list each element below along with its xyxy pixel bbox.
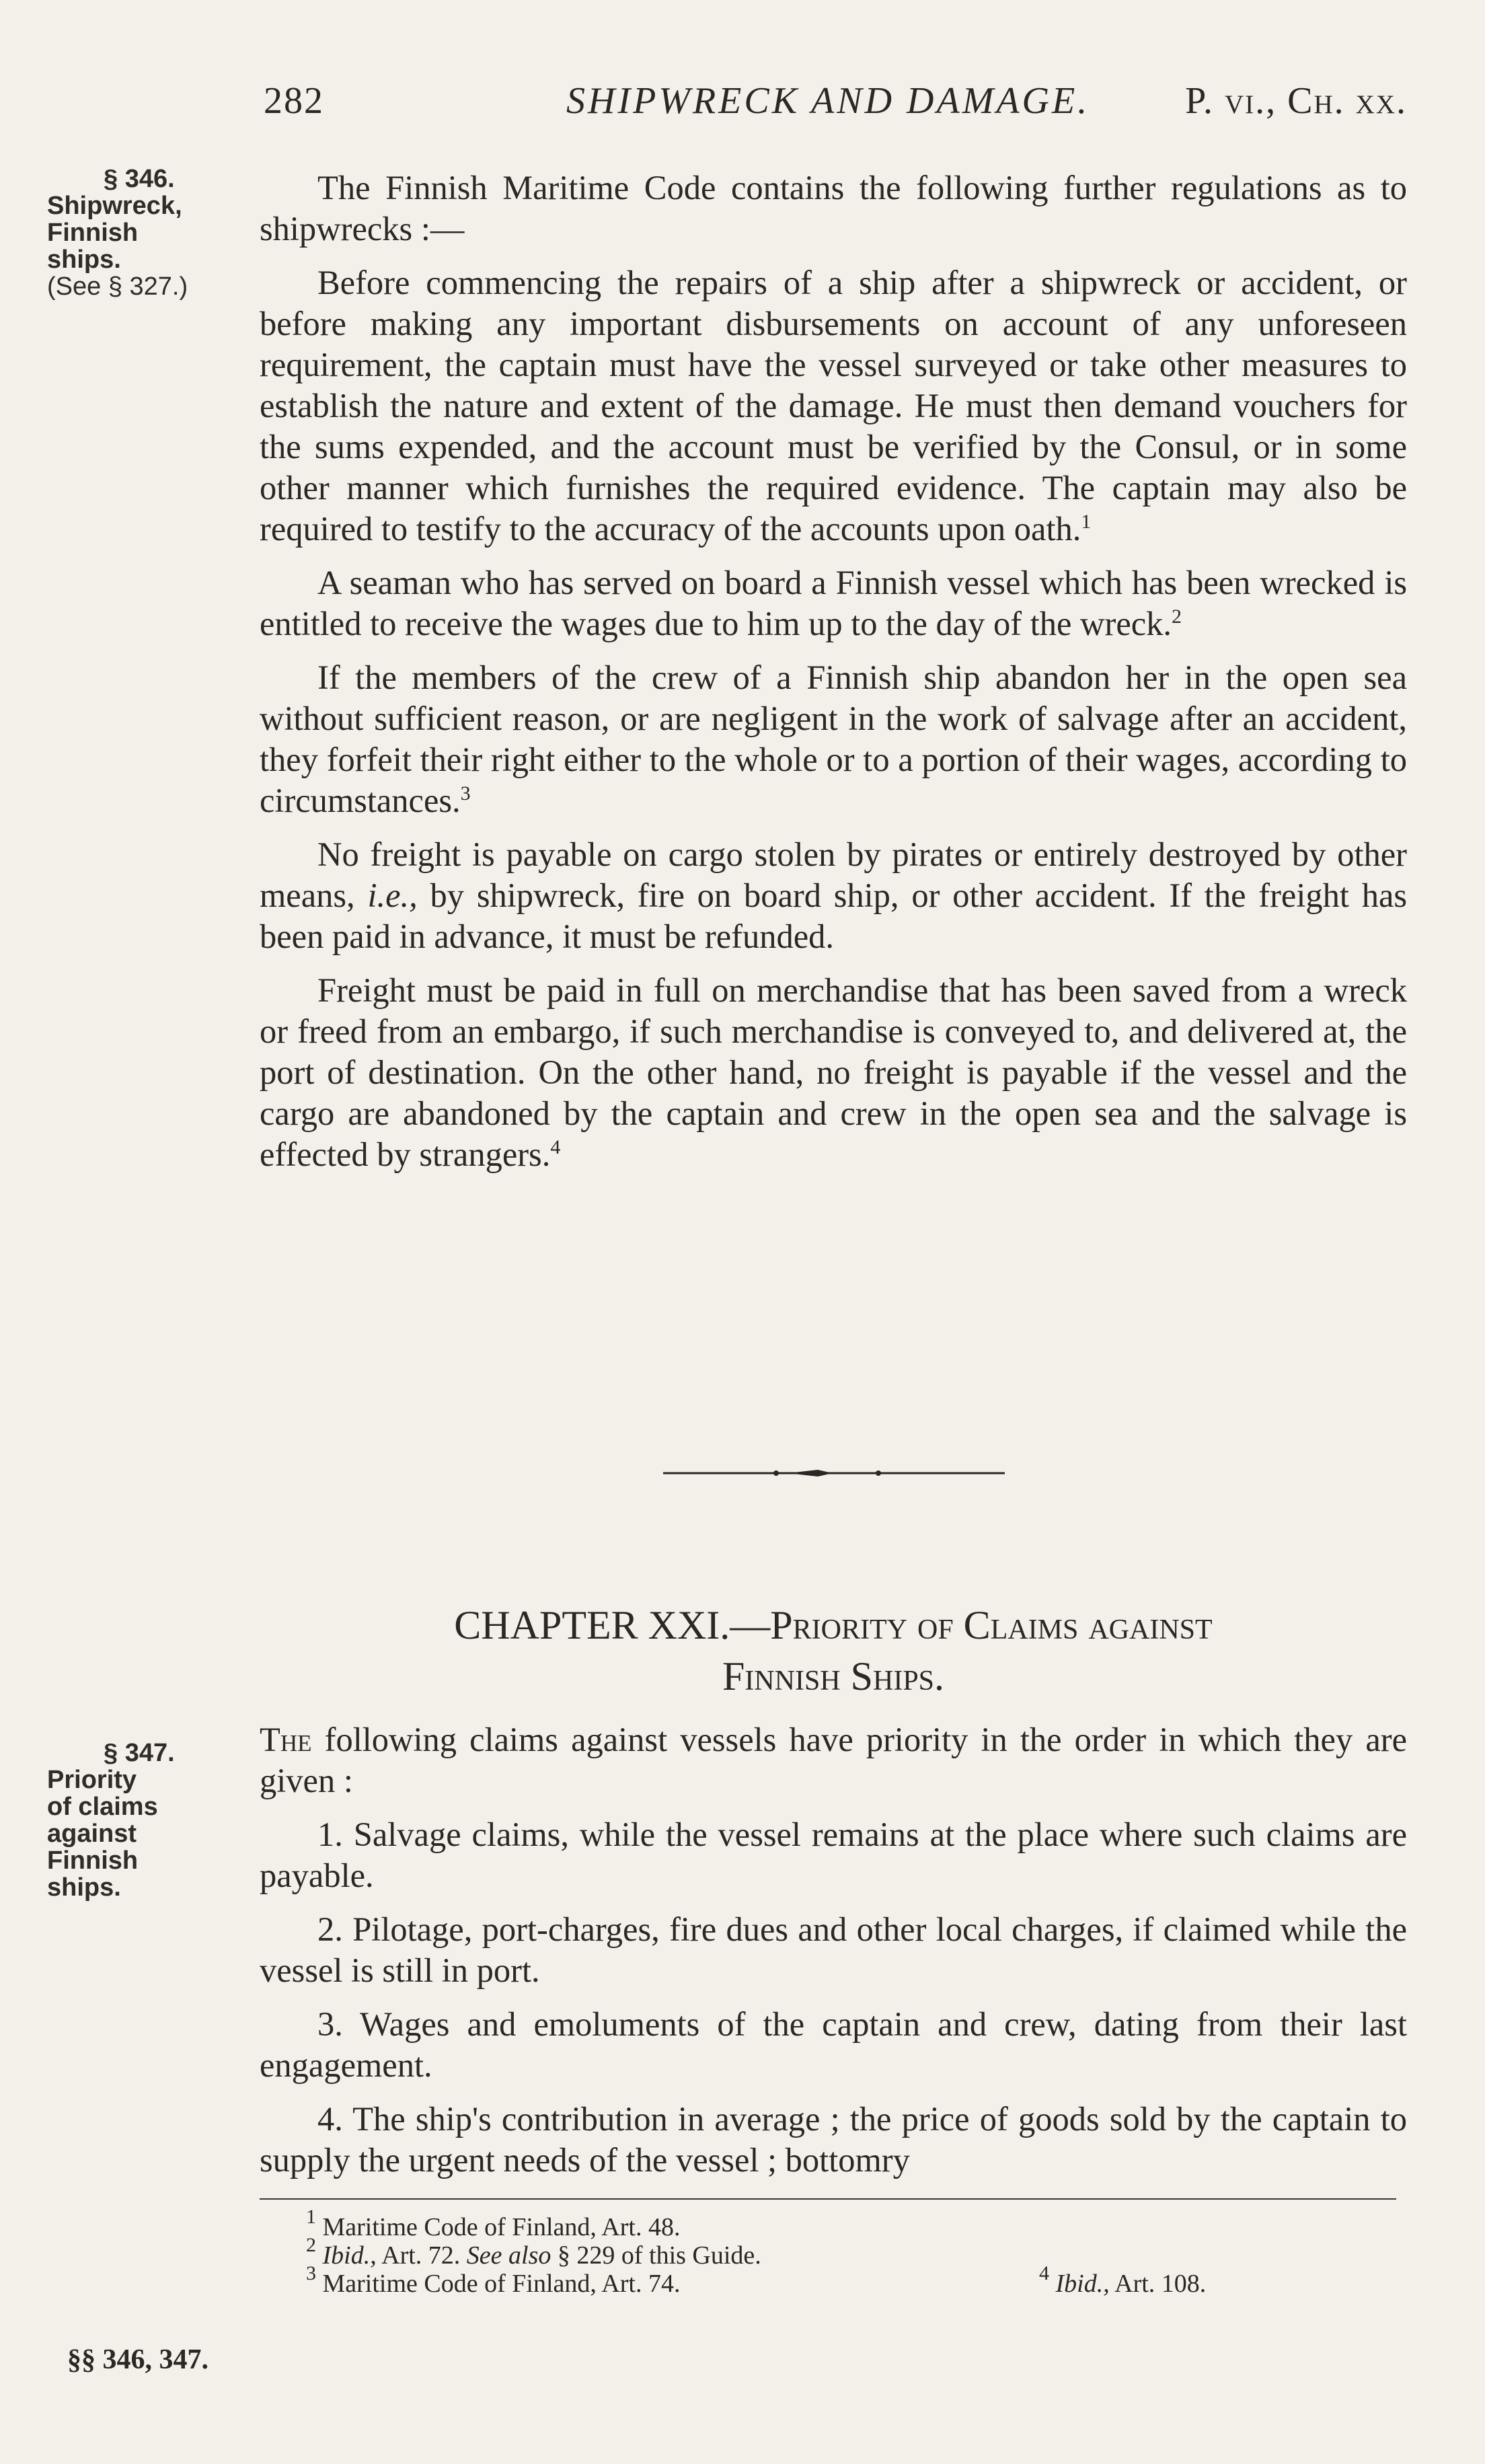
list-item: 4. The ship's contribution in average ; the price of goods sold by the captain to supply the urgent needs of the vessel ; bottomry bbox=[260, 2100, 1407, 2179]
footnote-4: $^4$ Ibid., Art. 108. bbox=[1039, 2262, 1207, 2298]
chapter-title-line2: Finnish Ships. bbox=[722, 1654, 945, 1698]
page-number: 282 bbox=[264, 80, 324, 122]
margin-note-347 bbox=[47, 1740, 249, 1901]
paragraph: The following claims against vessels have priority in the order in which they are given : bbox=[260, 1721, 1407, 1799]
chapter-number: CHAPTER XXI. bbox=[454, 1603, 730, 1647]
running-title: SHIPWRECK AND DAMAGE. bbox=[566, 80, 1090, 122]
chapter-title: —Priority of Claims against bbox=[730, 1603, 1213, 1647]
margin-note-346 bbox=[47, 165, 249, 300]
margin-section-number: § 346. bbox=[104, 165, 175, 193]
margin-note-line: ships. bbox=[47, 246, 121, 274]
margin-note-line: against bbox=[47, 1820, 137, 1848]
footnote-1: $^1$ Maritime Code of Finland, Art. 48. bbox=[306, 2206, 681, 2241]
paragraph: If the members of the crew of a Finnish ship abandon her in the open sea without sufficient reason, or are negligent in the work of salvage after an accident, they forfeit their right either to the whole or to a portion of their wages, according to circumstances.$^3$ bbox=[260, 659, 1407, 819]
section-347-text bbox=[260, 1719, 1407, 2181]
chapter-heading bbox=[260, 1600, 1407, 1702]
margin-note-line: Shipwreck, bbox=[47, 192, 182, 220]
margin-note-line: Priority bbox=[47, 1766, 137, 1794]
part-chapter-ref: P. vi., Ch. xx. bbox=[1185, 80, 1407, 122]
paragraph: Freight must be paid in full on merchandise that has been saved from a wreck or freed from an embargo, if such merchandise is conveyed to, and delivered at, the port of destination. On the other hand, no freight is payable if the vessel and the cargo are abandoned by the captain and crew in the open sea and the salvage is effected by strangers.$^4$ bbox=[260, 971, 1407, 1173]
footnote-ref: 4 bbox=[550, 1136, 561, 1158]
margin-section-number: § 347. bbox=[104, 1739, 175, 1767]
paragraph: The Finnish Maritime Code contains the following further regulations as to shipwrecks :— bbox=[260, 169, 1407, 248]
paragraph: A seaman who has served on board a Finnish vessel which has been wrecked is entitled to receive the wages due to him up to the day of the wreck.$^2$ bbox=[260, 564, 1407, 642]
footnote-2: $^2$ Ibid., Art. 72. See also § 229 of this Guide. bbox=[306, 2234, 761, 2270]
margin-note-line: ships. bbox=[47, 1873, 121, 1902]
margin-note-see: (See § 327.) bbox=[47, 272, 188, 301]
footnote-ref: 1 bbox=[1081, 511, 1092, 533]
footnote-ref: 2 bbox=[1172, 605, 1182, 628]
margin-note-line: Finnish bbox=[47, 219, 139, 247]
running-header bbox=[264, 79, 1407, 133]
margin-note-line: of claims bbox=[47, 1793, 158, 1821]
footnote-rule bbox=[260, 2198, 1396, 2200]
list-item: 1. Salvage claims, while the vessel remains at the place where such claims are payable. bbox=[260, 1816, 1407, 1894]
paragraph: No freight is payable on cargo stolen by pirates or entirely destroyed by other means, i.e., by shipwreck, fire on board ship, or other accident. If the freight has been paid in advance, it must be refunded. bbox=[260, 835, 1408, 955]
section-signature: §§ 346, 347. bbox=[67, 2344, 208, 2375]
footnote-ref: 3 bbox=[460, 782, 471, 805]
ornament-divider bbox=[663, 1465, 1005, 1481]
list-item: 2. Pilotage, port-charges, fire dues and other local charges, if claimed while the vessel is still in port. bbox=[260, 1910, 1407, 1989]
paragraph: Before commencing the repairs of a ship after a shipwreck or accident, or before making any important disbursements on account of any unforeseen requirement, the captain must have the vessel surveyed or take other measures to establish the nature and extent of the damage. He must then demand vouchers for the sums expended, and the account must be verified by the Consul, or in some other manner which furnishes the required evidence. The captain may also be required to testify to the accuracy of the accounts upon oath.$^1$ bbox=[260, 264, 1407, 548]
section-346-text bbox=[260, 167, 1407, 1175]
margin-note-line: Finnish bbox=[47, 1846, 139, 1875]
footnotes bbox=[306, 2206, 1409, 2298]
footnote-3: $^3$ Maritime Code of Finland, Art. 74. $^4$ Ibid., Art. 108. bbox=[306, 2262, 1207, 2298]
list-item: 3. Wages and emoluments of the captain and crew, dating from their last engagement. bbox=[260, 2005, 1407, 2084]
